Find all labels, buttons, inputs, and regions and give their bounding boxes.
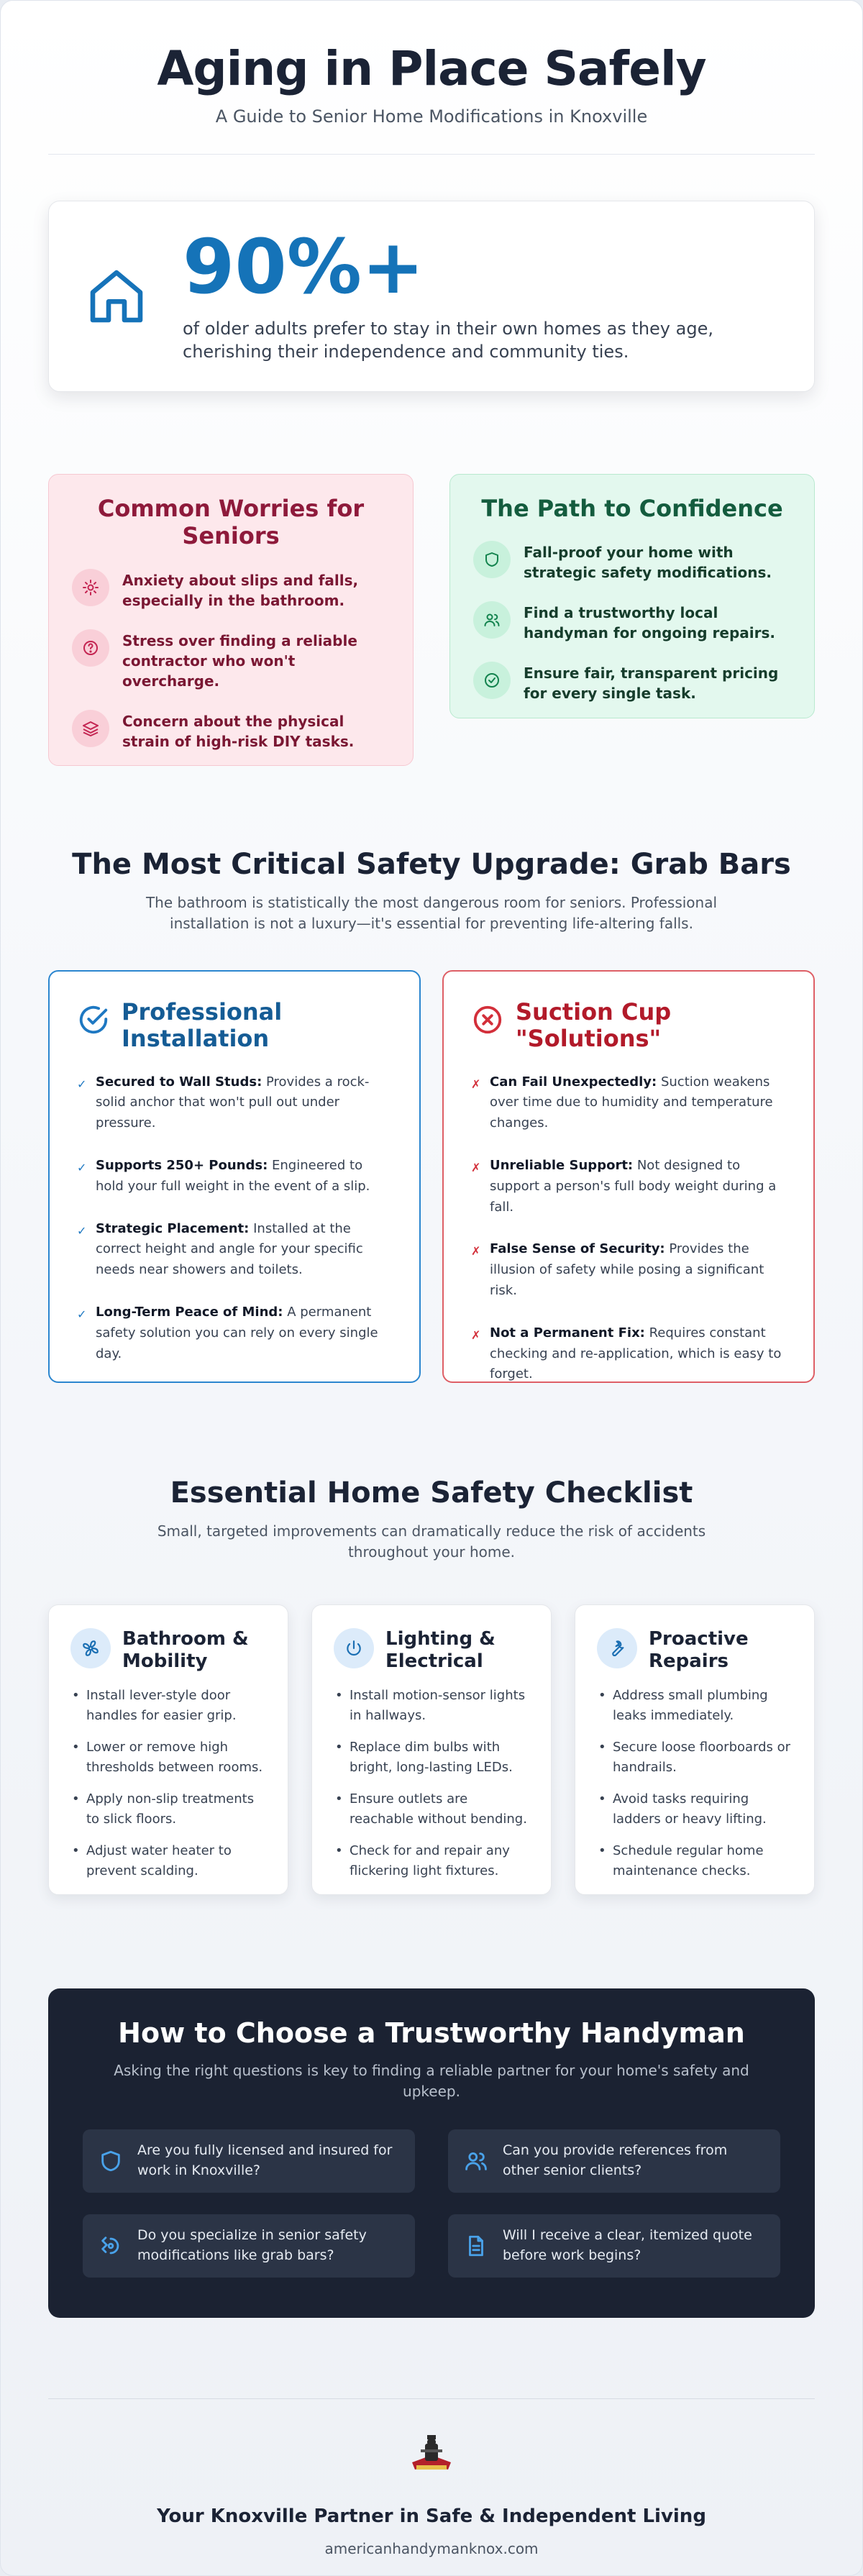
checklist-item: • Install lever-style door handles for easier grip. bbox=[70, 1686, 266, 1726]
footer bbox=[48, 2399, 815, 2557]
worries-card bbox=[48, 474, 414, 766]
check-mark-icon: ✓ bbox=[77, 1223, 87, 1238]
con-item-text: Suction weakens over time due to humidity and temperature changes. bbox=[490, 1074, 773, 1131]
handyman-title: How to Choose a Trustworthy Handyman bbox=[118, 2017, 745, 2049]
question-box bbox=[448, 2214, 780, 2278]
suction-cup-card bbox=[442, 970, 815, 1383]
question-text: Do you specialize in senior safety modifications like grab bars? bbox=[137, 2227, 367, 2263]
pro-item-text: Engineered to hold your full weight in the event of a slip. bbox=[96, 1157, 370, 1194]
handyman-description: Asking the right questions is key to finding a reliable partner for your home's safety and upkeep. bbox=[114, 2062, 749, 2100]
professional-installation-card bbox=[48, 970, 421, 1383]
con-item bbox=[471, 1156, 786, 1218]
con-card-title: Suction Cup "Solutions" bbox=[516, 998, 672, 1052]
wrench-icon bbox=[597, 1628, 637, 1668]
x-mark-icon: ✗ bbox=[471, 1244, 481, 1259]
checklist-card-repairs bbox=[575, 1604, 815, 1895]
question-box bbox=[83, 2129, 415, 2193]
users-icon bbox=[473, 601, 511, 639]
hero-stat-value: 90%+ bbox=[183, 222, 425, 311]
worry-item-text: Anxiety about slips and falls, especially in the bathroom. bbox=[122, 571, 359, 609]
path-item-text: Fall-proof your home with strategic safety modifications. bbox=[524, 544, 772, 581]
check-mark-icon: ✓ bbox=[77, 1160, 87, 1174]
power-icon bbox=[334, 1628, 374, 1668]
page-subtitle: A Guide to Senior Home Modifications in Knoxville bbox=[215, 106, 648, 127]
check-circle-icon bbox=[473, 662, 511, 699]
checklist-item: • Check for and repair any flickering light fixtures. bbox=[334, 1841, 529, 1881]
checklist-item: • Schedule regular home maintenance checks. bbox=[597, 1841, 793, 1881]
pro-item bbox=[77, 1219, 392, 1281]
pro-item-heading: Long-Term Peace of Mind: bbox=[96, 1304, 283, 1320]
checklist-item: • Avoid tasks requiring ladders or heavy lifting. bbox=[597, 1789, 793, 1830]
alert-burst-icon bbox=[72, 569, 109, 606]
checklist-item: • Address small plumbing leaks immediately. bbox=[597, 1686, 793, 1726]
con-item-heading: Not a Permanent Fix: bbox=[490, 1325, 645, 1340]
checklist-card-title: Proactive Repairs bbox=[649, 1628, 749, 1673]
path-item-text: Find a trustworthy local handyman for ongoing repairs. bbox=[524, 604, 775, 641]
con-item-text: Requires constant checking and re-application, which is easy to forget. bbox=[490, 1325, 782, 1382]
check-mark-icon: ✓ bbox=[77, 1077, 87, 1091]
header bbox=[48, 1, 815, 127]
checklist-item: • Secure loose floorboards or handrails. bbox=[597, 1737, 793, 1778]
shield-icon bbox=[473, 541, 511, 578]
checklist-card-lighting bbox=[311, 1604, 552, 1895]
grab-bars-description: The bathroom is statistically the most dangerous room for seniors. Professional installation is not a luxury—it's essential for preventing life-altering falls. bbox=[145, 894, 718, 932]
pro-item-text: Installed at the correct height and angle for your specific needs near showers and toilets. bbox=[96, 1220, 363, 1278]
path-title: The Path to Confidence bbox=[481, 495, 783, 522]
grab-bars-section bbox=[48, 848, 815, 1383]
x-mark-icon: ✗ bbox=[471, 1328, 481, 1342]
path-card bbox=[449, 474, 815, 718]
grab-bars-title: The Most Critical Safety Upgrade: Grab Bars bbox=[72, 848, 791, 881]
worries-title: Common Worries for Seniors bbox=[97, 495, 365, 550]
con-item bbox=[471, 1239, 786, 1301]
con-item-heading: Unreliable Support: bbox=[490, 1157, 634, 1173]
check-mark-icon: ✓ bbox=[77, 1307, 87, 1321]
path-item bbox=[473, 541, 791, 583]
document-icon bbox=[464, 2234, 488, 2258]
con-item bbox=[471, 1072, 786, 1134]
question-box bbox=[83, 2214, 415, 2278]
fan-icon bbox=[70, 1628, 111, 1668]
pro-card-title: Professional Installation bbox=[122, 998, 283, 1052]
check-circle-icon bbox=[77, 1003, 110, 1036]
home-icon bbox=[85, 265, 148, 328]
american-handyman-logo bbox=[406, 2434, 457, 2477]
footer-tagline: Your Knoxville Partner in Safe & Independent Living bbox=[157, 2506, 706, 2527]
checklist-item: • Replace dim bulbs with bright, long-lasting LEDs. bbox=[334, 1737, 529, 1778]
worry-item-text: Stress over finding a reliable contractor who won't overcharge. bbox=[122, 631, 357, 690]
question-text: Can you provide references from other senior clients? bbox=[503, 2142, 728, 2178]
con-item-heading: Can Fail Unexpectedly: bbox=[490, 1074, 657, 1090]
pro-item-heading: Supports 250+ Pounds: bbox=[96, 1157, 268, 1173]
pro-item-heading: Secured to Wall Studs: bbox=[96, 1074, 262, 1090]
shield-icon bbox=[99, 2149, 123, 2173]
path-item bbox=[473, 601, 791, 643]
path-item-text: Ensure fair, transparent pricing for every single task. bbox=[524, 664, 779, 702]
checklist-card-bathroom bbox=[48, 1604, 288, 1895]
pro-item bbox=[77, 1302, 392, 1364]
con-item-text: Not designed to support a person's full body weight during a fall. bbox=[490, 1157, 777, 1215]
checklist-item: • Lower or remove high thresholds between rooms. bbox=[70, 1737, 266, 1778]
x-mark-icon: ✗ bbox=[471, 1160, 481, 1174]
path-item bbox=[473, 662, 791, 703]
grab-bar-icon bbox=[99, 2234, 123, 2258]
checklist-section bbox=[48, 1476, 815, 1895]
question-text: Are you fully licensed and insured for work in Knoxville? bbox=[137, 2142, 393, 2178]
checklist-item: • Ensure outlets are reachable without bending. bbox=[334, 1789, 529, 1830]
x-circle-icon bbox=[471, 1003, 504, 1036]
handyman-section bbox=[48, 1988, 815, 2318]
layers-icon bbox=[72, 710, 109, 747]
question-box bbox=[448, 2129, 780, 2193]
page-title: Aging in Place Safely bbox=[157, 41, 706, 96]
pro-item bbox=[77, 1156, 392, 1197]
checklist-description: Small, targeted improvements can dramatically reduce the risk of accidents throughout your home. bbox=[157, 1522, 706, 1561]
worry-item bbox=[72, 569, 390, 611]
x-mark-icon: ✗ bbox=[471, 1077, 481, 1091]
footer-url-link[interactable]: americanhandymanknox.com bbox=[324, 2540, 539, 2557]
checklist-item: • Apply non-slip treatments to slick floors. bbox=[70, 1789, 266, 1830]
checklist-title: Essential Home Safety Checklist bbox=[170, 1476, 693, 1509]
worry-item bbox=[72, 710, 390, 752]
pro-item bbox=[77, 1072, 392, 1134]
pro-item-heading: Strategic Placement: bbox=[96, 1220, 250, 1236]
checklist-card-title: Bathroom & Mobility bbox=[122, 1628, 249, 1673]
question-text: Will I receive a clear, itemized quote before work begins? bbox=[503, 2227, 752, 2263]
checklist-card-title: Lighting & Electrical bbox=[385, 1628, 496, 1673]
pro-item-text: Provides a rock-solid anchor that won't pull out under pressure. bbox=[96, 1074, 370, 1131]
con-item-text: Provides the illusion of safety while posing a significant risk. bbox=[490, 1241, 764, 1298]
worry-item bbox=[72, 629, 390, 691]
users-icon bbox=[464, 2149, 488, 2173]
checklist-item: • Adjust water heater to prevent scalding. bbox=[70, 1841, 266, 1881]
con-item-heading: False Sense of Security: bbox=[490, 1241, 665, 1257]
question-circle-icon bbox=[72, 629, 109, 667]
hero-stat-description: of older adults prefer to stay in their own homes as they age, cherishing their independence and community ties. bbox=[183, 318, 713, 362]
worry-item-text: Concern about the physical strain of high-risk DIY tasks. bbox=[122, 712, 355, 750]
pro-item-text: A permanent safety solution you can rely on every single day. bbox=[96, 1304, 378, 1361]
checklist-item: • Install motion-sensor lights in hallways. bbox=[334, 1686, 529, 1726]
hero-stat-card bbox=[48, 201, 815, 392]
header-divider bbox=[48, 154, 815, 155]
con-item bbox=[471, 1323, 786, 1385]
